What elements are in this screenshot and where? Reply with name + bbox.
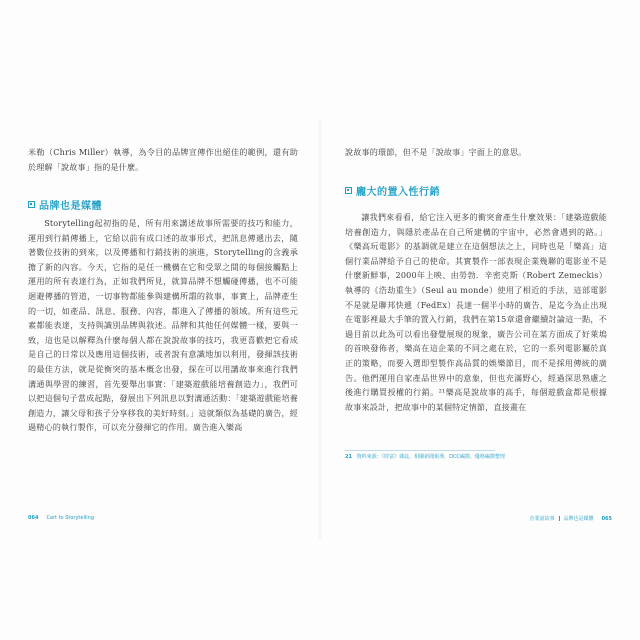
heading-text: 品牌也是媒體	[39, 201, 102, 212]
chapter-title: 企業說故事	[529, 516, 555, 522]
section-heading-right	[345, 183, 440, 198]
footnote-divider	[345, 450, 495, 451]
left-body-text	[28, 216, 298, 435]
footnote	[345, 453, 607, 461]
right-body-text	[345, 210, 607, 414]
running-title: Cart to Storytelling	[46, 515, 94, 521]
footnote-number: 21	[345, 454, 352, 460]
paragraph: 讓我們來看看，給它注入更多的衝突會產生什麼效果：「建築遊戲能培養創造力，與隱於產品在自己所建構的宇宙中，必然會遇到的路。」《樂高玩電影》的基調就是建立在這個想法之上，同時也是「樂高」這個行業品牌給予自己的使命。其實製作一部表現企業幾聯的電影並不是什麼新鮮事，2000年上映、由勞勃．辛密克斯（Robert Zemeckis）執導的《浩劫重生》（Seul au monde）使用了相近的手法，這部電影不是就是聯邦快遞（FedEx）長達一個半小時的廣告，是迄今為止出現在電影裡最大手筆的置入行銷，我們在第15章還會繼續討論這一點，不過目前以此為可以看出發覺展現的現象，廣告公司在某方面成了好萊塢的首映發佈者，樂高在這企業的不同之處在於，它的一系列電影屬於真正的策略，而要入選即型製作高品質的娛樂節目，而不是採用傳統的廣告。他們運用自家產品世界中的意象，但也充滿野心，經過深思熟慮之後進行購買授權的行銷。²¹樂高是說故事的高手，每個遊戲盒都是根據故事來設計，把故事中的某個特定情節，直接畫在	[345, 212, 607, 412]
heading-text: 龐大的置入性行銷	[356, 187, 440, 198]
page-number: 065	[601, 515, 612, 522]
footer-separator	[559, 516, 560, 521]
paragraph: Storytelling起初指的是，所有用來講述故事所需要的技巧和能力，運用到行銷傳播上，它給以前有成口述的故事形式，把訊息傳遞出去，隨著數位技術的到來，以及傳播和行銷技術的演進，Storytelling的含義承擔了新的內容。今天，它指的是任一機構在它和受眾之間的每個接觸點上運用的所有表達行為，正如我們所見，就算品牌不想觸碰傳播，也不可能迴避傳播的管道，一切事物都能參與建構所謂的敘事，事實上，品牌產生的一切，如產品、訊息、服務、內容，都進入了傳播的領域。所有這些元素都能表達，支持與識別品牌與敘述。品牌和其他任何媒體一樣，要與一致，這也是以解釋為什麼每個人都在說說故事的技巧，我更喜歡把它看成是自己的日常以及應用這個技術，或者說有意識地加以利用，發揮該技術的最佳方法，就是從衡突的基本概念出發，探在可以用講故事來進行我們溝通與學習的練習，首先要舉出事實：「建築遊戲能培養創造力」，我們可以把這個句子當成起點，發展出下列訊息以對溝通活動：「建築遊戲能培養創造力，讓父母和孩子分享移我的美好時刻。」這就類似為基礎的廣告，經過精心的執行製作，可以充分發揮它的作用。廣告進入樂高	[28, 218, 298, 433]
square-bullet-icon	[28, 201, 35, 208]
footnote-text: 資料來源：《財富》雜誌，相關新聞報導，DCC編撰、優格編撰整理	[356, 454, 505, 460]
page-number: 064	[28, 515, 39, 521]
section-title: 品牌也是媒體	[563, 516, 594, 522]
paragraph: 說故事的環節，但不是「說故事」字面上的意思。	[345, 147, 527, 157]
right-footer	[530, 515, 612, 522]
right-top-paragraph	[345, 145, 605, 160]
square-bullet-icon	[345, 187, 352, 194]
paragraph: 米勒（Chris Miller）執導，為令目的品牌宣傳作出絕佳的範例，還有助於理解「說故事」指的是什麼。	[28, 147, 298, 172]
left-footer	[28, 515, 94, 521]
left-top-paragraph	[28, 145, 298, 174]
section-heading-left	[28, 197, 102, 212]
